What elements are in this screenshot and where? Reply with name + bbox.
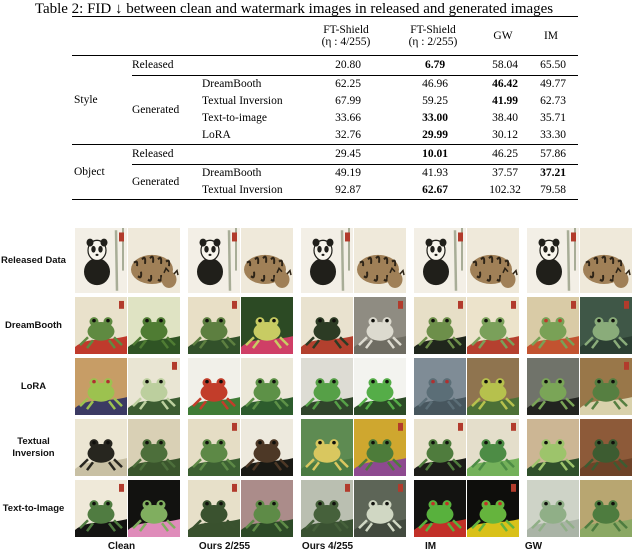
method-row <box>202 76 578 93</box>
frog-painting-thumbnail <box>75 297 127 354</box>
image-pair <box>75 419 180 476</box>
col-header-ft-shield-4 <box>304 24 388 49</box>
fid-value: 59.25 <box>422 95 448 107</box>
frog-painting-thumbnail <box>301 297 353 354</box>
image-pair <box>527 358 632 415</box>
method-name: Textual Inversion <box>202 184 283 196</box>
figure-row <box>0 358 640 415</box>
frog-painting-thumbnail <box>354 297 406 354</box>
image-pair <box>75 480 180 537</box>
group-label-style: Style <box>74 94 98 106</box>
table-header-row <box>72 17 578 55</box>
frog-painting-thumbnail <box>301 480 353 537</box>
frog-painting-thumbnail <box>241 297 293 354</box>
frog-painting-thumbnail <box>467 480 519 537</box>
image-pair <box>75 297 180 354</box>
fid-value: 92.87 <box>335 184 361 196</box>
frog-painting-thumbnail <box>580 480 632 537</box>
fid-table <box>72 16 578 200</box>
header-line: (η : 4/255) <box>321 36 371 48</box>
frog-painting-thumbnail <box>467 419 519 476</box>
object-section <box>72 145 578 199</box>
fid-value: 58.04 <box>492 59 518 71</box>
fid-value: 37.21 <box>540 167 566 179</box>
frog-painting-thumbnail <box>527 480 579 537</box>
figure-row <box>0 480 640 537</box>
frog-painting-thumbnail <box>527 419 579 476</box>
generated-block <box>132 165 578 199</box>
image-pair <box>527 297 632 354</box>
figure-grid <box>0 228 640 549</box>
image-pair <box>414 480 519 537</box>
image-pair <box>301 297 406 354</box>
fid-value: 35.71 <box>540 112 566 124</box>
figure-row <box>0 419 640 476</box>
column-label-ours-2: Ours 2/255 <box>198 541 251 549</box>
cat-painting-thumbnail <box>467 228 519 293</box>
fid-value: 6.79 <box>424 59 446 71</box>
header-line: FT-Shield <box>323 23 369 36</box>
image-pair <box>188 419 293 476</box>
frog-painting-thumbnail <box>128 358 180 415</box>
col-header-gw <box>478 30 528 43</box>
cat-painting-thumbnail <box>354 228 406 293</box>
fid-value: 33.30 <box>540 129 566 141</box>
fid-value: 79.58 <box>540 184 566 196</box>
panda-painting-thumbnail <box>414 228 466 293</box>
panda-painting-thumbnail <box>188 228 240 293</box>
frog-painting-thumbnail <box>75 419 127 476</box>
frog-painting-thumbnail <box>75 358 127 415</box>
fid-value: 29.45 <box>335 148 361 160</box>
col-header-im <box>528 30 574 43</box>
fid-value: 62.73 <box>540 95 566 107</box>
method-name: DreamBooth <box>202 167 262 179</box>
fid-value: 46.42 <box>492 78 518 90</box>
figure-row-label: LoRA <box>20 380 47 392</box>
frog-painting-thumbnail <box>354 480 406 537</box>
method-name: Text-to-image <box>202 112 267 124</box>
image-pair <box>301 480 406 537</box>
image-pair <box>527 419 632 476</box>
fid-value: 38.40 <box>492 112 518 124</box>
fid-value: 10.01 <box>422 148 448 160</box>
header-line: (η : 2/255) <box>408 36 458 48</box>
method-name: Textual Inversion <box>202 95 283 107</box>
fid-value: 62.67 <box>422 184 448 196</box>
figure-column-labels <box>0 541 640 549</box>
frog-painting-thumbnail <box>414 297 466 354</box>
frog-painting-thumbnail <box>467 358 519 415</box>
method-row <box>202 165 578 182</box>
header-line: GW <box>493 29 513 42</box>
figure-row-label: Released Data <box>1 254 66 266</box>
figure-row <box>0 297 640 354</box>
image-pair <box>188 297 293 354</box>
method-row <box>202 127 578 144</box>
generated-block <box>132 76 578 144</box>
image-pair <box>414 419 519 476</box>
frog-painting-thumbnail <box>188 419 240 476</box>
cat-painting-thumbnail <box>128 228 180 293</box>
panda-painting-thumbnail <box>301 228 353 293</box>
cat-painting-thumbnail <box>580 228 632 293</box>
column-label-clean: Clean <box>107 541 136 549</box>
column-label-gw: GW <box>524 541 543 549</box>
image-pair <box>414 297 519 354</box>
image-pair <box>527 480 632 537</box>
fid-value: 32.76 <box>335 129 361 141</box>
frog-painting-thumbnail <box>527 297 579 354</box>
frog-painting-thumbnail <box>241 358 293 415</box>
fid-value: 29.99 <box>422 129 448 141</box>
figure-row-label: DreamBooth <box>4 319 62 331</box>
panda-painting-thumbnail <box>527 228 579 293</box>
fid-value: 41.99 <box>492 95 518 107</box>
image-pair <box>188 228 293 293</box>
frog-painting-thumbnail <box>467 297 519 354</box>
cat-painting-thumbnail <box>241 228 293 293</box>
column-label-im: IM <box>424 541 437 549</box>
image-pair <box>414 358 519 415</box>
fid-value: 41.93 <box>422 167 448 179</box>
fid-value: 46.96 <box>422 78 448 90</box>
row-label-released: Released <box>132 148 174 160</box>
fid-value: 33.00 <box>422 112 448 124</box>
fid-value: 102.32 <box>489 184 521 196</box>
figure-row <box>0 228 640 293</box>
frog-painting-thumbnail <box>241 419 293 476</box>
column-label-ours-4: Ours 4/255 <box>301 541 354 549</box>
image-pair <box>301 228 406 293</box>
method-name: DreamBooth <box>202 78 262 90</box>
image-pair <box>188 480 293 537</box>
style-section <box>72 56 578 144</box>
frog-painting-thumbnail <box>527 358 579 415</box>
figure-row-label: Text-to-Image <box>2 502 65 514</box>
frog-painting-thumbnail <box>414 480 466 537</box>
frog-painting-thumbnail <box>580 358 632 415</box>
method-name: LoRA <box>202 129 231 141</box>
frog-painting-thumbnail <box>241 480 293 537</box>
frog-painting-thumbnail <box>414 419 466 476</box>
header-line: FT-Shield <box>410 23 456 36</box>
image-pair <box>188 358 293 415</box>
frog-painting-thumbnail <box>301 419 353 476</box>
header-line: IM <box>543 29 559 42</box>
image-pair <box>527 228 632 293</box>
fid-value: 49.19 <box>335 167 361 179</box>
fid-value: 46.25 <box>492 148 518 160</box>
group-label-object: Object <box>74 166 105 178</box>
fid-value: 30.12 <box>492 129 518 141</box>
frog-painting-thumbnail <box>414 358 466 415</box>
image-pair <box>301 419 406 476</box>
fid-value: 62.25 <box>335 78 361 90</box>
fid-value: 37.57 <box>492 167 518 179</box>
frog-painting-thumbnail <box>128 297 180 354</box>
frog-painting-thumbnail <box>188 297 240 354</box>
frog-painting-thumbnail <box>128 480 180 537</box>
image-pair <box>75 228 180 293</box>
col-header-ft-shield-2 <box>388 24 478 49</box>
panda-painting-thumbnail <box>75 228 127 293</box>
frog-painting-thumbnail <box>128 419 180 476</box>
image-pair <box>301 358 406 415</box>
released-row <box>132 145 578 164</box>
fid-value: 49.77 <box>540 78 566 90</box>
fid-value: 67.99 <box>335 95 361 107</box>
frog-painting-thumbnail <box>580 419 632 476</box>
frog-painting-thumbnail <box>301 358 353 415</box>
method-row <box>202 110 578 127</box>
row-label-released: Released <box>132 59 174 71</box>
image-pair <box>75 358 180 415</box>
method-row <box>202 93 578 110</box>
frog-painting-thumbnail <box>188 358 240 415</box>
image-pair <box>414 228 519 293</box>
method-row <box>202 182 578 199</box>
fid-value: 20.80 <box>335 59 361 71</box>
fid-value: 65.50 <box>540 59 566 71</box>
frog-painting-thumbnail <box>75 480 127 537</box>
frog-painting-thumbnail <box>580 297 632 354</box>
released-row <box>132 56 578 75</box>
frog-painting-thumbnail <box>188 480 240 537</box>
frog-painting-thumbnail <box>354 419 406 476</box>
table-caption: Table 2: FID ↓ between clean and watermark images in released and generated images <box>34 1 554 17</box>
figure-row-label: Textual Inversion <box>12 436 55 459</box>
fid-value: 33.66 <box>335 112 361 124</box>
row-label-generated: Generated <box>132 104 180 116</box>
frog-painting-thumbnail <box>354 358 406 415</box>
fid-value: 57.86 <box>540 148 566 160</box>
row-label-generated: Generated <box>132 176 180 188</box>
